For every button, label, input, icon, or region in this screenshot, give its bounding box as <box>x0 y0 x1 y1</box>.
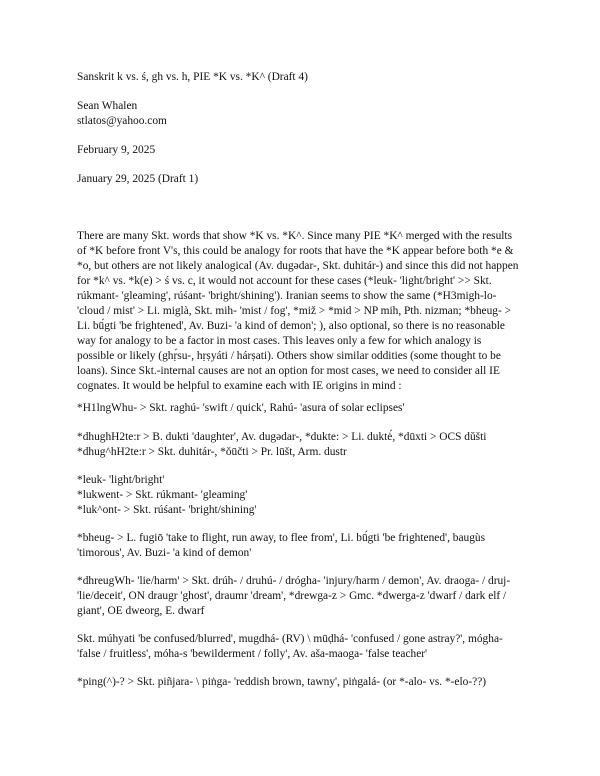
entry-line: 'timorous', Av. Buzi- 'a kind of demon' <box>77 547 252 559</box>
intro-paragraph <box>77 229 525 394</box>
intro-line: of *K before front V's, this could be analogy for roots that have the *K appear before both *e & <box>77 245 514 257</box>
intro-line: cognates. It would be helpful to examine each with IE origins in mind : <box>77 380 402 392</box>
entry-muhyati <box>77 632 525 662</box>
entry-raghu <box>77 401 525 416</box>
author-block <box>77 99 525 129</box>
document-title: Sanskrit k vs. ś, gh vs. h, PIE *K vs. *K^ (Draft 4) <box>77 71 308 83</box>
entry-line: *dhreugWh- 'lie/harm' > Skt. drúh- / druhú- / drógha- 'injury/harm / demon', Av. draoga- / druj- <box>77 575 511 587</box>
entry-line: Skt. múhyati 'be confused/blurred', mugdhá- (RV) \ mūḍhá- 'confused / gone astray?', mógha- <box>77 633 503 645</box>
intro-line: loans). Since Skt.-internal causes are not an option for most cases, we need to consider all IE <box>77 365 500 377</box>
author-email: stlatos@yahoo.com <box>77 115 167 127</box>
entry-line: *H1lngWhu- > Skt. raghú- 'swift / quick', Rahú- 'asura of solar eclipses' <box>77 402 405 414</box>
entry-ping <box>77 675 525 690</box>
entry-line: *ping(^)-? > Skt. piñjara- \ piṅga- 'reddish brown, tawny', piṅgalá- (or *-alo- vs. *-elo-??) <box>77 676 487 688</box>
intro-line: Li. bū́gti 'be frightened', Av. Buzi- 'a kind of demon'; ), also optional, so there is no reasonable <box>77 320 505 332</box>
author-name: Sean Whalen <box>77 100 138 112</box>
entry-line: giant', OE dweorg, E. dwarf <box>77 605 205 617</box>
entry-line: *leuk- 'light/bright' <box>77 474 165 486</box>
entry-bheug <box>77 531 525 561</box>
entry-line: *dhug^hH2te:r > Skt. duhitár-, *ǒūčti > Pr. lūšt, Arm. dustr <box>77 446 347 458</box>
intro-line: 'cloud / mist' > Li. miglà, Skt. mih- 'mist / fog', *miž > *mid > NP mih, Pth. nizman; *bheug- > <box>77 305 512 317</box>
intro-line: There are many Skt. words that show *K vs. *K^. Since many PIE *K^ merged with the results <box>77 230 513 242</box>
intro-line: possible or likely (ghṛ́su-, hṛṣyáti / hárṣati). Others show similar oddities (some thought to be <box>77 350 501 362</box>
entry-line: *lukwent- > Skt. rúkmant- 'gleaming' <box>77 489 248 501</box>
entry-line: *bheug- > L. fugiō 'take to flight, run away, to flee from', Li. bū́gti 'be frightened', baugùs <box>77 532 486 544</box>
previous-draft-date: January 29, 2025 (Draft 1) <box>77 173 199 185</box>
entry-line: 'false / fruitless', móha-s 'bewilderment / folly', Av. aša-maoga- 'false teacher' <box>77 648 428 660</box>
current-date: February 9, 2025 <box>77 144 156 156</box>
entry-leuk <box>77 473 525 518</box>
entry-line: 'lie/deceit', ON draugr 'ghost', draumr 'dream', *drewga-z > Gmc. *dwerga-z 'dwarf / dark elf / <box>77 590 507 602</box>
intro-line: *o, but others are not likely analogical (Av. dugədar-, Skt. duhitár-) and since this did not happen <box>77 260 519 272</box>
entry-line: *luk^ont- > Skt. rúśant- 'bright/shining' <box>77 504 257 516</box>
entry-line: *dhughH2te:r > B. dukti 'daughter', Av. dugədar-, *dukte: > Li. duktė́, *dūxti > OCS dŭšti <box>77 431 487 443</box>
intro-line: for *k^ vs. *k(e) > ś vs. c, it would not account for these cases (*leuk- 'light/bright' >> Skt. <box>77 275 492 287</box>
intro-line: way for analogy to be a factor in most cases. This leaves only a few for which analogy is <box>77 335 482 347</box>
entry-dhreugwh <box>77 574 525 619</box>
entry-daughter <box>77 430 525 460</box>
intro-line: rúkmant- 'gleaming', rúśant- 'bright/shining'). Iranian seems to show the same (*H3migh-lo- <box>77 290 497 302</box>
